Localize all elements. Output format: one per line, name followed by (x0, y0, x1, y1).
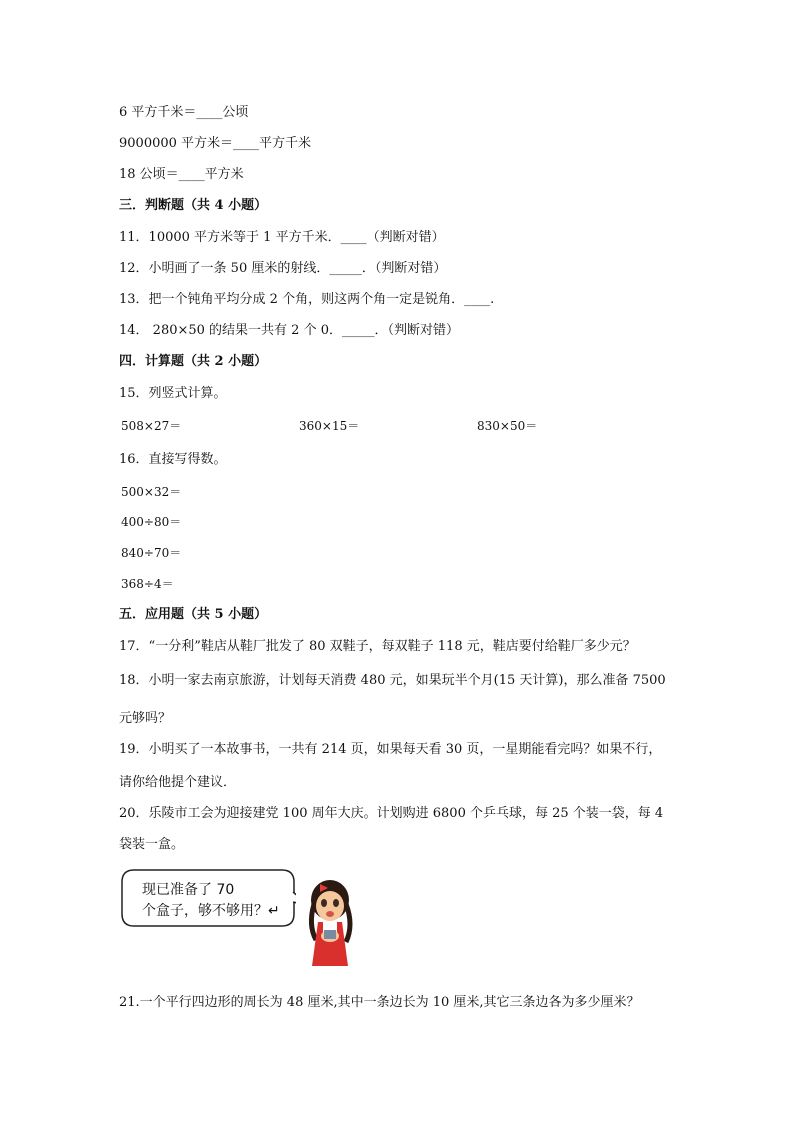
section-heading-application: 五．应用题（共 5 小题） (119, 607, 268, 622)
question-20-line-1: 20．乐陵市工会为迎接建党 100 周年大庆。计划购进 6800 个乒乓球，每 25 个装一袋，每 4 (119, 806, 664, 821)
speech-bubble-line-2: 个盒子，够不够用？↵ (142, 903, 280, 919)
question-19-line-2: 请你给他提个建议． (119, 775, 237, 790)
conversion-item-1: 6 平方千米＝____公顷 (119, 105, 249, 120)
question-16: 16．直接写得数。 (119, 452, 227, 467)
question-11: 11．10000 平方米等于 1 平方千米．____（判断对错） (119, 230, 445, 245)
question-14: 14． 280×50 的结果一共有 2 个 0．_____．（判断对错） (119, 323, 459, 338)
question-20-line-2: 袋装一盒。 (119, 837, 185, 852)
question-13: 13．把一个钝角平均分成 2 个角，则这两个角一定是锐角．____. (119, 292, 495, 307)
calc-15c: 830×50＝ (477, 419, 538, 433)
calc-16b: 400÷80＝ (121, 515, 182, 529)
question-12: 12．小明画了一条 50 厘米的射线．_____．（判断对错） (119, 261, 447, 276)
question-21: 21.一个平行四边形的周长为 48 厘米,其中一条边长为 10 厘米,其它三条边各为多少厘米？ (119, 995, 640, 1010)
conversion-item-3: 18 公顷＝____平方米 (119, 167, 244, 182)
speech-bubble-text (142, 880, 280, 922)
calc-15a: 508×27＝ (121, 419, 182, 433)
question-15: 15．列竖式计算。 (119, 386, 227, 401)
calc-16a: 500×32＝ (121, 485, 182, 499)
question-17: 17．“一分利”鞋店从鞋厂批发了 80 双鞋子，每双鞋子 118 元，鞋店要付给鞋厂多少元？ (119, 639, 636, 654)
question-19-line-1: 19．小明买了一本故事书，一共有 214 页，如果每天看 30 页，一星期能看完吗？如果不行， (119, 742, 662, 757)
section-heading-judgement: 三．判断题（共 4 小题） (119, 198, 268, 213)
speech-bubble-line-1: 现已准备了 70 (142, 882, 235, 898)
question-18-line-2: 元够吗？ (119, 711, 172, 726)
conversion-item-2: 9000000 平方米＝____平方千米 (119, 136, 312, 151)
calc-16d: 368÷4＝ (121, 577, 174, 591)
section-heading-calculation: 四．计算题（共 2 小题） (119, 354, 268, 369)
girl-illustration (300, 870, 360, 970)
question-18-line-1: 18．小明一家去南京旅游，计划每天消费 480 元，如果玩半个月(15 天计算)，那么准备 7500 (119, 673, 666, 688)
calc-16c: 840÷70＝ (121, 546, 182, 560)
calc-15b: 360×15＝ (299, 419, 360, 433)
